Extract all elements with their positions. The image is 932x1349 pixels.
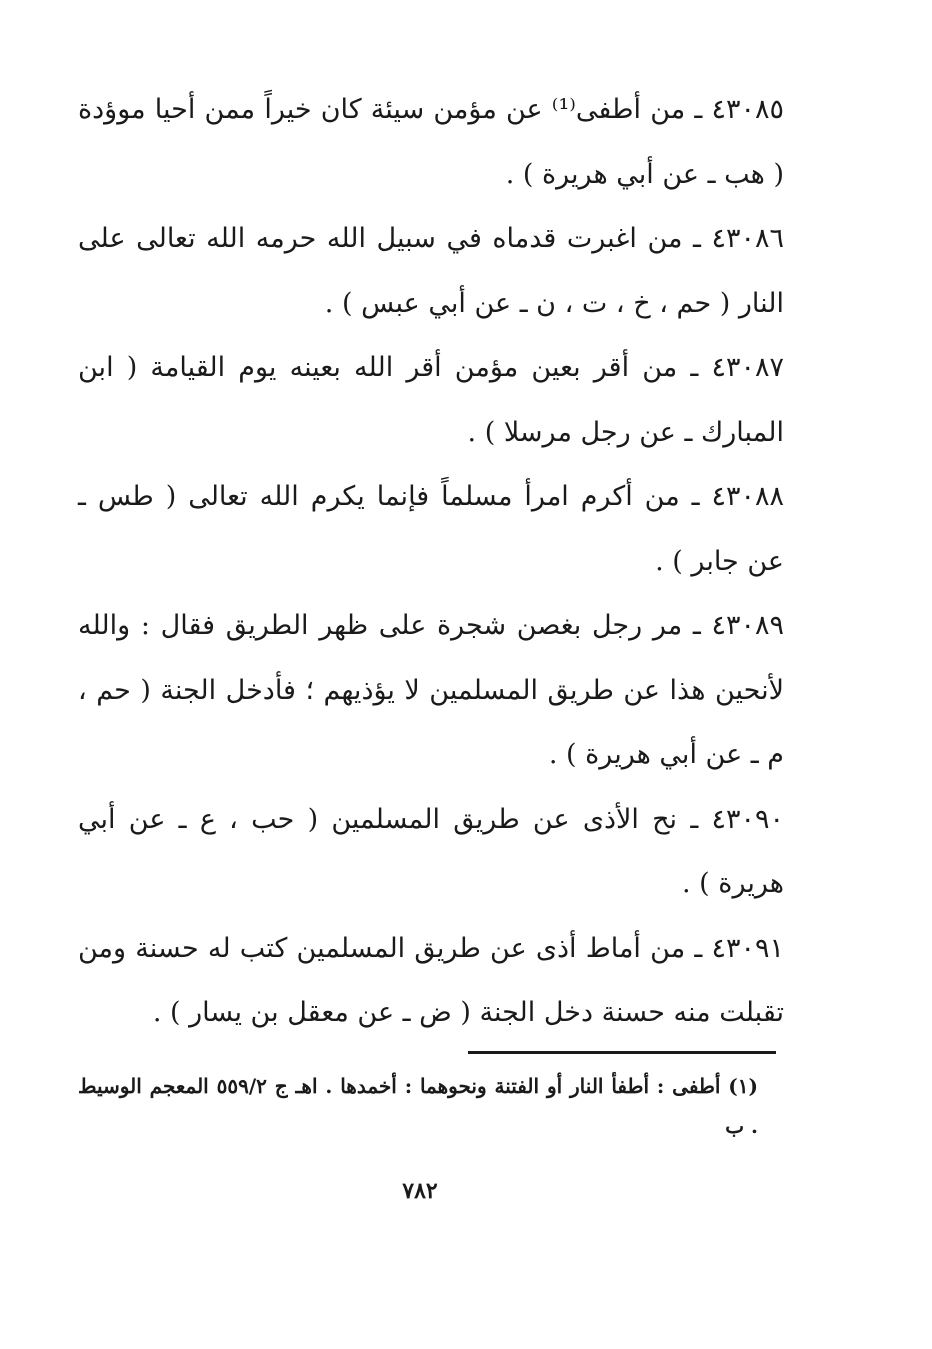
hadith-text: ـ من أقر بعين مؤمن أقر الله بعينه يوم القيامة ( ابن المبارك ـ عن رجل مرسلا ) . — [78, 352, 784, 448]
hadith-number: ٤٣٠٨٥ — [711, 94, 784, 125]
hadith-text: ـ من أطفى⁽¹⁾ عن مؤمن سيئة كان خيراً ممن أحيا موؤدة ( هب ـ عن أبي هريرة ) . — [78, 94, 784, 190]
hadith-text: ـ من اغبرت قدماه في سبيل الله حرمه الله تعالى على النار ( حم ، خ ، ت ، ن ـ عن أبي عبس ) . — [78, 223, 784, 319]
hadith-number: ٤٣٠٨٨ — [711, 481, 784, 512]
hadith-entry — [78, 336, 784, 465]
hadith-list — [78, 78, 784, 1046]
hadith-text: ـ نح الأذى عن طريق المسلمين ( حب ، ع ـ عن أبي هريرة ) . — [78, 803, 784, 899]
hadith-text: ـ مر رجل بغصن شجرة على ظهر الطريق فقال : والله لأنحين هذا عن طريق المسلمين لا يؤذيهم ؛ فأدخل الجنة ( حم ، م ـ عن أبي هريرة ) . — [78, 610, 784, 770]
hadith-number: ٤٣٠٨٧ — [711, 352, 784, 383]
hadith-entry — [78, 917, 784, 1046]
page-number: ٧٨٢ — [402, 1178, 438, 1204]
hadith-number: ٤٣٠٩٠ — [711, 803, 784, 835]
hadith-text: ـ من أماط أذى عن طريق المسلمين كتب له حسنة ومن تقبلت منه حسنة دخل الجنة ( ض ـ عن معقل بن يسار ) . — [78, 932, 784, 1028]
hadith-entry — [78, 465, 784, 594]
hadith-entry — [78, 788, 784, 917]
hadith-number: ٤٣٠٨٩ — [711, 610, 784, 641]
hadith-number: ٤٣٠٩١ — [711, 932, 784, 964]
hadith-text: ـ من أكرم امرأ مسلماً فإنما يكرم الله تعالى ( طس ـ عن جابر ) . — [78, 481, 784, 577]
hadith-entry — [78, 207, 784, 336]
hadith-entry — [78, 78, 784, 207]
footnote: (١) أطفى : أطفأ النار أو الفتنة ونحوهما : أخمدها . اهـ ج ٥٥٩/٢ المعجم الوسيط . ب — [78, 1074, 758, 1138]
hadith-entry — [78, 594, 784, 788]
hadith-number: ٤٣٠٨٦ — [711, 223, 784, 254]
footnote-divider — [468, 1051, 776, 1054]
